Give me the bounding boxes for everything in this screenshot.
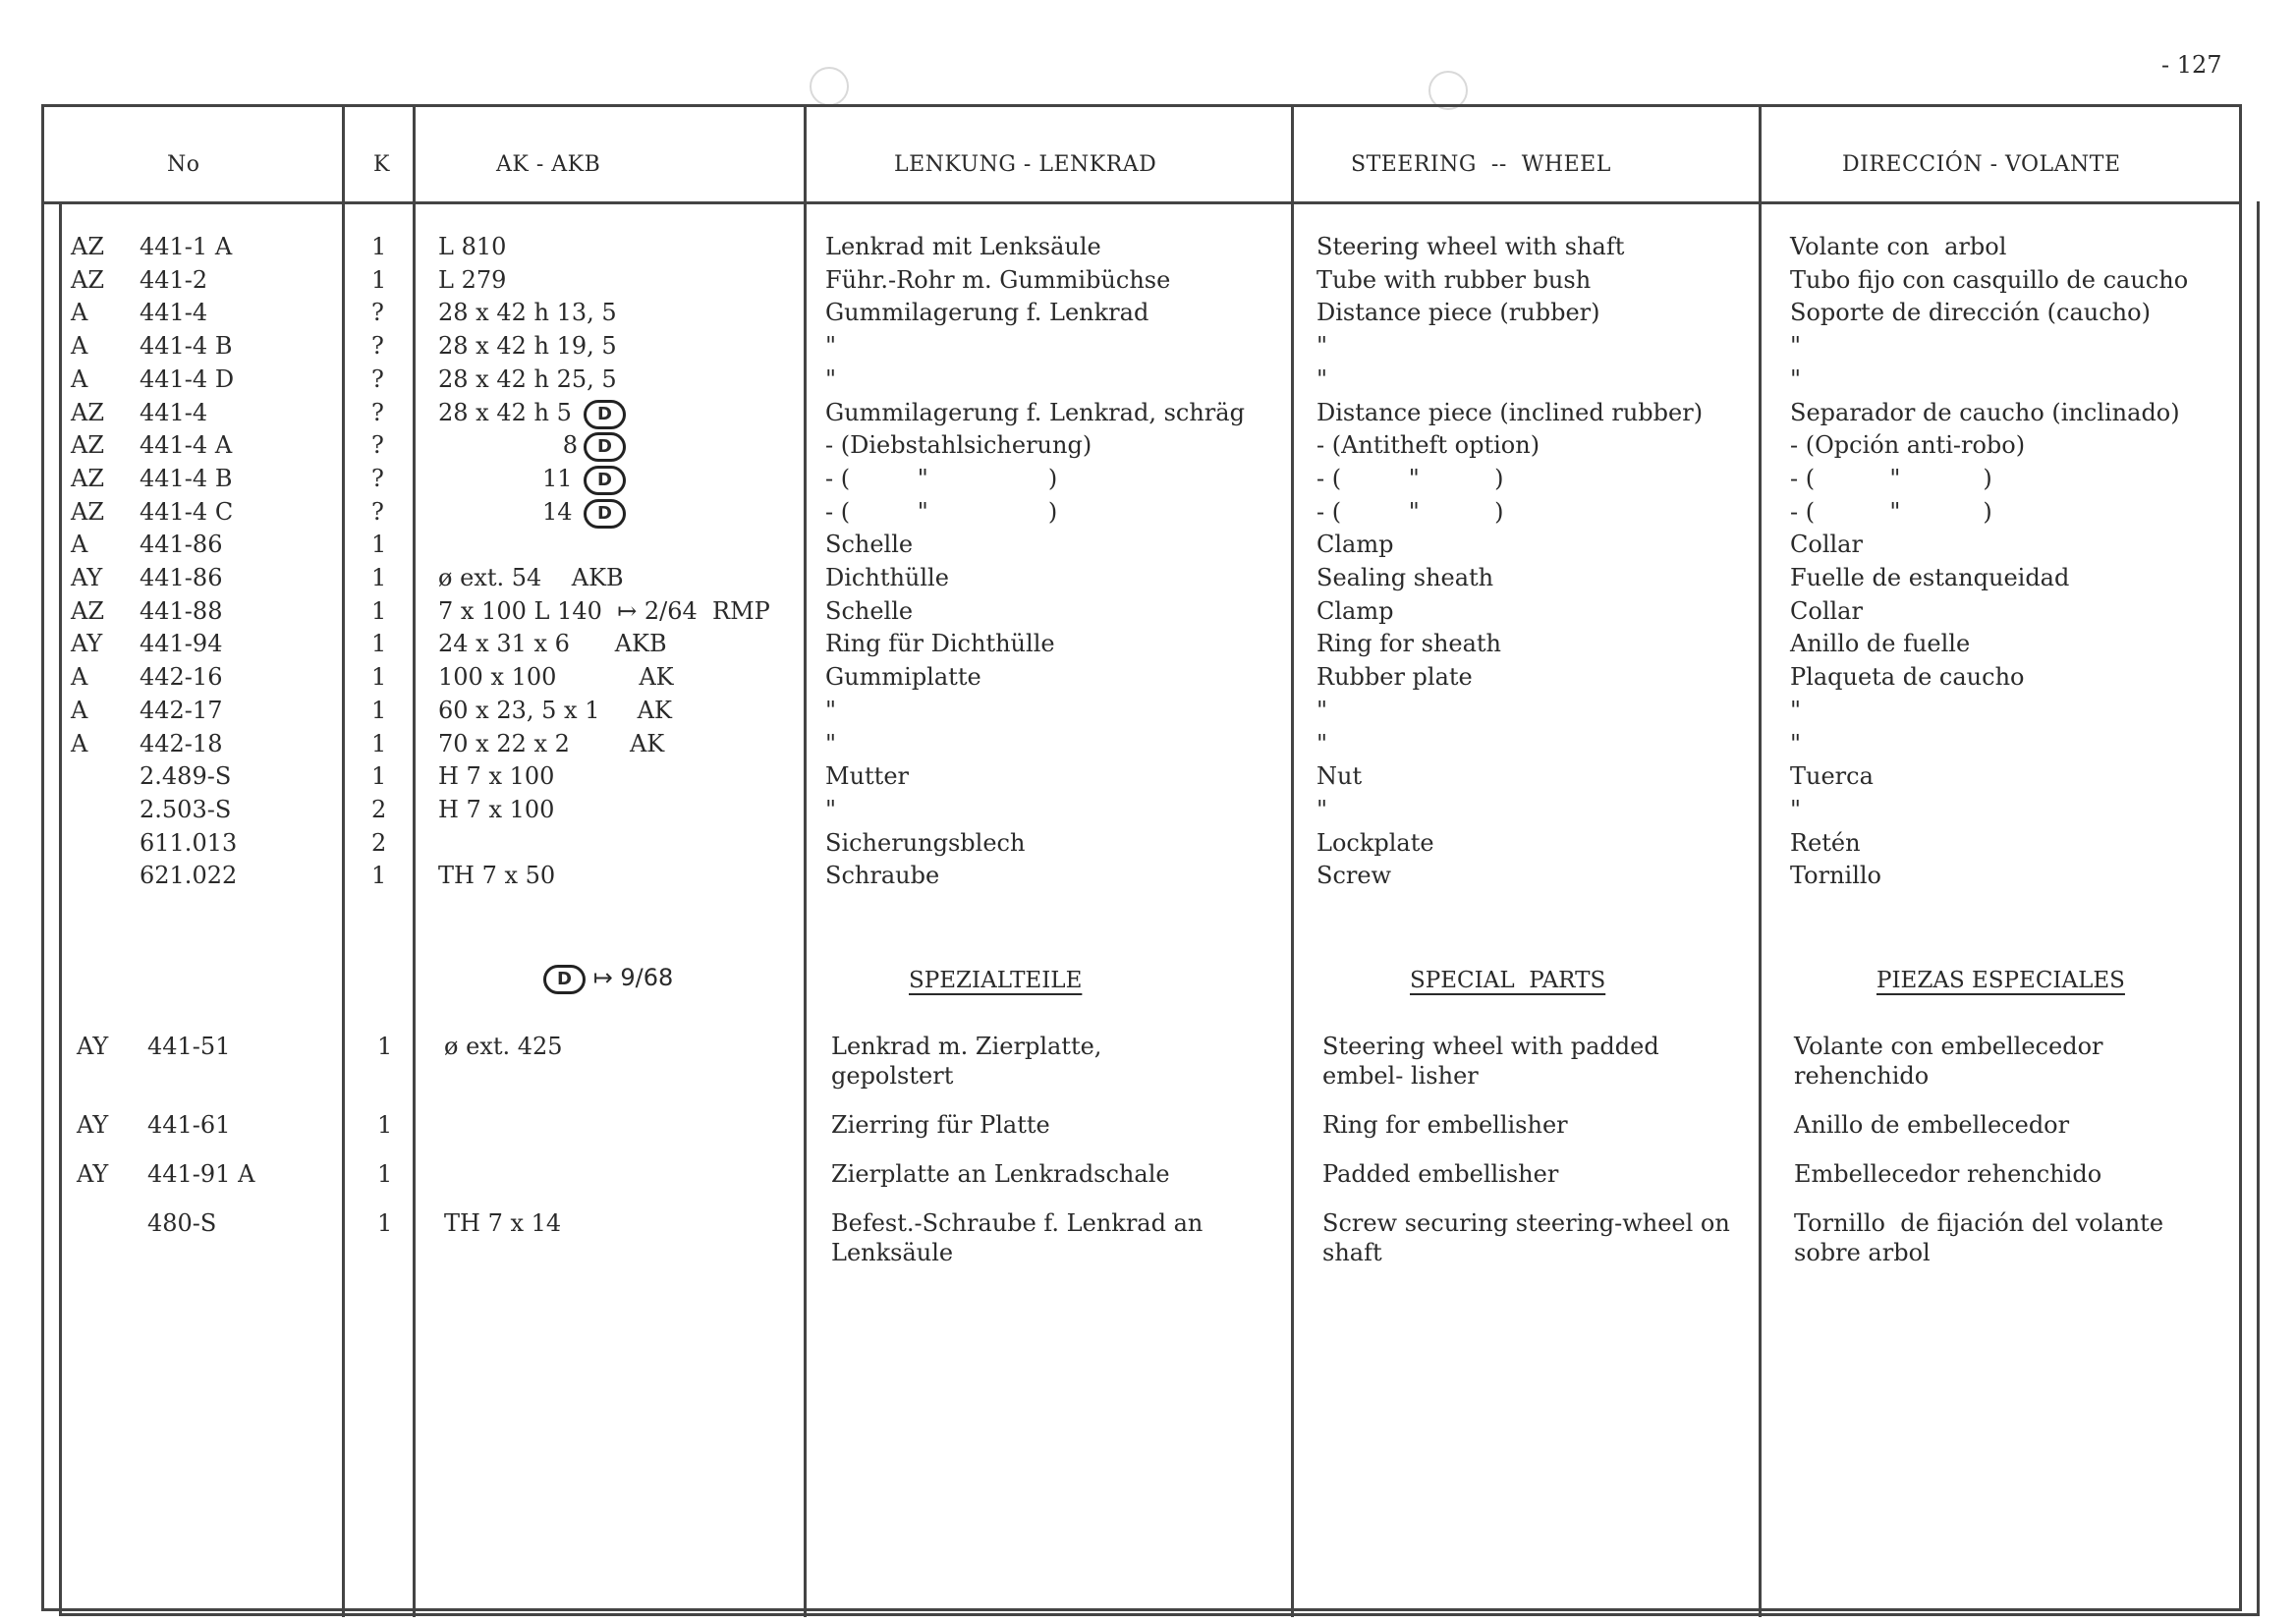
part-number: 441-61 [147,1111,231,1139]
part-number: 621.022 [140,862,238,890]
row-prefix: AY [71,630,103,658]
row-prefix: A [71,696,88,724]
german-description: - ( " ) [825,464,1058,492]
part-number: 441-88 [140,596,223,625]
quantity-k: 1 [371,531,387,559]
part-number: 441-4 D [140,364,235,393]
spanish-description: Collar [1790,531,1863,559]
german-description: Zierring für Platte [831,1111,1050,1139]
row-prefix: AZ [71,398,105,426]
ak-spec: 28 x 42 h 19, 5 [438,332,617,361]
german-description: Ring für Dichthülle [825,630,1055,658]
english-description: Screw securing steering-wheel on shaft [1322,1209,1738,1266]
ak-spec: TH 7 x 50 [438,862,556,890]
quantity-k: 1 [377,1209,393,1237]
english-description: Steering wheel with shaft [1316,233,1625,260]
spanish-description: - ( " ) [1790,497,1992,526]
column-divider [342,104,345,1617]
ak-spec: 24 x 31 x 6 AKB [438,630,667,658]
english-description: Steering wheel with padded embel- lisher [1322,1033,1667,1090]
row-prefix: AZ [71,431,105,460]
part-number: 441-4 C [140,497,234,526]
spanish-description: Soporte de dirección (caucho) [1790,299,2151,327]
english-description: " [1316,795,1328,823]
spanish-description: Volante con arbol [1790,233,2007,260]
english-description: " [1316,696,1328,724]
row-prefix: A [71,299,88,327]
english-description: Padded embellisher [1322,1160,1559,1188]
quantity-k: 2 [371,828,387,857]
english-description: " [1316,729,1328,757]
row-prefix: AZ [71,464,105,492]
english-description: Tube with rubber bush [1316,265,1592,294]
spanish-description: Anillo de fuelle [1790,630,1971,658]
german-description: Dichthülle [825,564,949,591]
english-description: Nut [1316,762,1363,791]
ak-spec: 28 x 42 h 5 [438,398,572,426]
german-description: Schraube [825,862,940,890]
ak-spec: 14 [542,497,573,526]
d-badge-icon: D [584,432,626,462]
spanish-description: Anillo de embellecedor [1794,1111,2070,1139]
ak-spec: H 7 x 100 [438,762,555,791]
ak-spec: 7 x 100 L 140 ↦ 2/64 RMP [438,596,770,625]
part-number: 442-18 [140,729,223,757]
part-number: 442-16 [140,663,223,692]
row-prefix: A [71,729,88,757]
quantity-k: 1 [371,862,387,890]
ak-spec: 70 x 22 x 2 AK [438,729,665,757]
d-badge-icon: D [543,965,586,994]
quantity-k: 1 [371,762,387,791]
quantity-k: 1 [371,696,387,724]
spanish-description: " [1790,332,1802,361]
german-description: " [825,332,837,361]
row-prefix: AY [77,1033,109,1060]
header-divider [41,201,2242,204]
part-number: 2.489-S [140,762,232,791]
header-english: STEERING -- WHEEL [1351,152,1611,177]
part-number: 441-86 [140,564,223,591]
special-ref-text: ↦ 9/68 [592,964,674,991]
spanish-description: Retén [1790,828,1861,857]
row-prefix: AZ [71,265,105,294]
column-divider [1759,104,1762,1617]
spanish-description: Fuelle de estanqueidad [1790,564,2070,591]
english-description: Distance piece (rubber) [1316,299,1600,327]
spanish-description: Tornillo [1790,862,1881,890]
english-description: " [1316,364,1328,393]
quantity-k: 1 [371,729,387,757]
quantity-k: 2 [371,795,387,823]
quantity-k: ? [371,464,384,492]
quantity-k: 1 [371,233,387,260]
english-description: Distance piece (inclined rubber) [1316,398,1704,426]
spanish-description: Embellecedor rehenchido [1794,1160,2102,1188]
column-divider [413,104,416,1617]
binder-hole [810,67,849,106]
part-number: 611.013 [140,828,238,857]
german-description: Gummilagerung f. Lenkrad [825,299,1149,327]
row-prefix: AZ [71,497,105,526]
german-description: Gummiplatte [825,663,981,692]
part-number: 480-S [147,1209,217,1237]
spanish-description: - (Opción anti-robo) [1790,431,2026,460]
spanish-description: Tuerca [1790,762,1874,791]
english-description: Screw [1316,862,1392,890]
german-description: Schelle [825,531,914,559]
quantity-k: 1 [371,564,387,591]
ak-spec: 8 [562,431,578,460]
english-description: Clamp [1316,596,1394,625]
d-badge-icon: D [584,400,626,429]
quantity-k: 1 [377,1160,393,1188]
english-description: - (Antitheft option) [1316,431,1540,460]
german-description: " [825,364,837,393]
quantity-k: 1 [371,265,387,294]
german-description: Lenkrad m. Zierplatte, gepolstert [831,1033,1132,1090]
part-number: 441-86 [140,531,223,559]
part-number: 441-4 [140,299,208,327]
spanish-description: " [1790,364,1802,393]
quantity-k: 1 [377,1111,393,1139]
english-description: - ( " ) [1316,464,1504,492]
row-prefix: A [71,663,88,692]
inner-border [59,201,62,1616]
inner-border [59,1613,2260,1616]
german-description: " [825,696,837,724]
german-description: - (Diebstahlsicherung) [825,431,1092,460]
ak-spec: L 279 [438,265,507,294]
german-description: Schelle [825,596,914,625]
part-number: 441-4 B [140,332,233,361]
ak-spec: 100 x 100 AK [438,663,674,692]
page-number: - 127 [2161,51,2222,79]
ak-spec: 28 x 42 h 13, 5 [438,299,617,327]
quantity-k: 1 [371,663,387,692]
english-description: Sealing sheath [1316,564,1494,591]
part-number: 441-94 [140,630,223,658]
column-divider [1291,104,1294,1617]
ak-spec: 60 x 23, 5 x 1 AK [438,696,672,724]
english-description: Rubber plate [1316,663,1473,692]
ak-spec: ø ext. 54 AKB [438,564,624,591]
ak-spec: 28 x 42 h 25, 5 [438,364,617,393]
quantity-k: 1 [371,596,387,625]
row-prefix: AY [77,1160,109,1188]
spanish-description: " [1790,696,1802,724]
german-description: Gummilagerung f. Lenkrad, schräg [825,398,1245,426]
header-k: K [373,152,390,177]
row-prefix: A [71,332,88,361]
part-number: 441-51 [147,1033,231,1060]
special-ref [543,963,673,994]
part-number: 441-4 A [140,431,233,460]
part-number: 441-91 A [147,1160,255,1188]
header-german: LENKUNG - LENKRAD [894,152,1157,177]
english-description: Clamp [1316,531,1394,559]
quantity-k: ? [371,299,384,327]
german-description: Mutter [825,762,909,791]
english-description: - ( " ) [1316,497,1504,526]
quantity-k: ? [371,398,384,426]
quantity-k: ? [371,332,384,361]
d-badge-icon: D [584,499,626,529]
spanish-description: - ( " ) [1790,464,1992,492]
row-prefix: A [71,531,88,559]
german-description: - ( " ) [825,497,1058,526]
header-ak: AK - AKB [496,152,601,177]
row-prefix: A [71,364,88,393]
ak-spec: L 810 [438,233,507,260]
quantity-k: 1 [377,1033,393,1060]
english-description: Lockplate [1316,828,1434,857]
part-number: 441-1 A [140,233,233,260]
ak-spec: 11 [542,464,573,492]
quantity-k: ? [371,431,384,460]
english-description: Ring for embellisher [1322,1111,1568,1139]
row-prefix: AZ [71,233,105,260]
d-badge-icon: D [584,466,626,495]
german-description: Lenkrad mit Lenksäule [825,233,1101,260]
german-description: Befest.-Schraube f. Lenkrad an Lenksäule [831,1209,1211,1266]
german-description: Zierplatte an Lenkradschale [831,1160,1170,1188]
german-description: " [825,729,837,757]
english-description: Ring for sheath [1316,630,1502,658]
spanish-description: Plaqueta de caucho [1790,663,2025,692]
german-description: " [825,795,837,823]
spanish-description: Tornillo de fijación del volante sobre arbol [1794,1209,2171,1266]
spanish-description: " [1790,795,1802,823]
part-number: 2.503-S [140,795,232,823]
row-prefix: AZ [71,596,105,625]
ak-spec: H 7 x 100 [438,795,555,823]
german-description: Führ.-Rohr m. Gummibüchse [825,265,1171,294]
header-spanish: DIRECCIÓN - VOLANTE [1842,152,2121,177]
quantity-k: ? [371,364,384,393]
spanish-description: Volante con embellecedor rehenchido [1794,1033,2111,1090]
ak-spec: TH 7 x 14 [444,1209,562,1237]
part-number: 441-2 [140,265,208,294]
special-spanish: PIEZAS ESPECIALES [1876,968,2125,993]
spanish-description: Collar [1790,596,1863,625]
special-english: SPECIAL PARTS [1410,968,1606,993]
english-description: " [1316,332,1328,361]
quantity-k: 1 [371,630,387,658]
table-frame [41,104,2242,1611]
german-description: Sicherungsblech [825,828,1026,857]
special-german: SPEZIALTEILE [909,968,1083,993]
spanish-description: Tubo fijo con casquillo de caucho [1790,265,2189,294]
part-number: 442-17 [140,696,223,724]
row-prefix: AY [77,1111,109,1139]
part-number: 441-4 B [140,464,233,492]
column-divider [804,104,807,1617]
quantity-k: ? [371,497,384,526]
part-number: 441-4 [140,398,208,426]
spanish-description: Separador de caucho (inclinado) [1790,398,2180,426]
ak-spec: ø ext. 425 [444,1033,563,1060]
inner-border [2257,201,2260,1616]
header-no: No [167,152,200,177]
row-prefix: AY [71,564,103,591]
spanish-description: " [1790,729,1802,757]
